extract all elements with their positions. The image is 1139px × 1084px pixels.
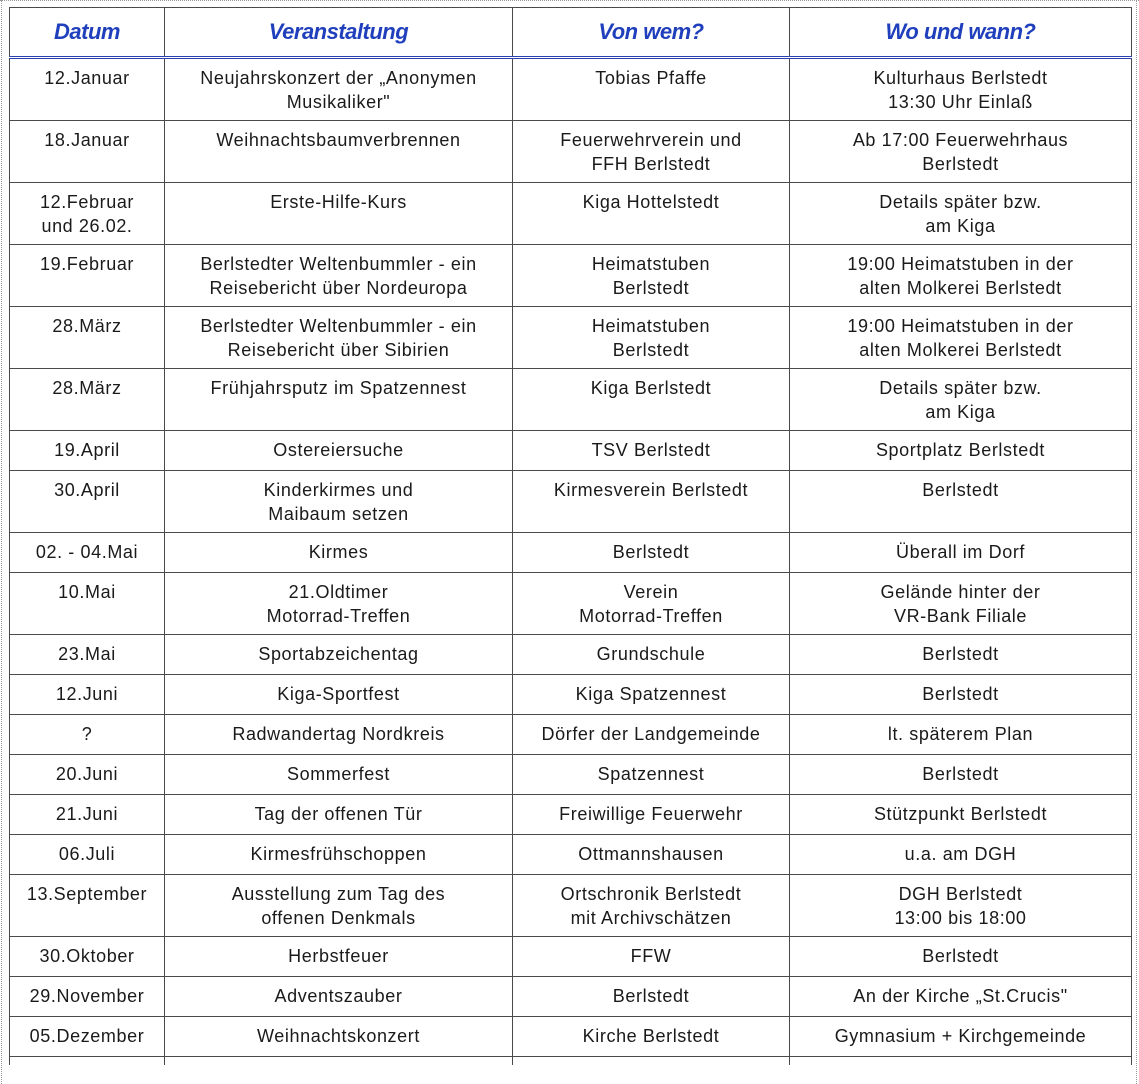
cell-event: 21.Oldtimer Motorrad-Treffen bbox=[165, 573, 513, 635]
page-left-border bbox=[1, 0, 2, 1084]
cell-event: Kirmes bbox=[165, 533, 513, 573]
table-row bbox=[10, 121, 1132, 183]
table-row bbox=[10, 835, 1132, 875]
cell-who: Kiga Spatzennest bbox=[513, 675, 790, 715]
cell-who: Feuerwehrverein und FFH Berlstedt bbox=[513, 121, 790, 183]
table-row bbox=[10, 715, 1132, 755]
header-veranstaltung: Veranstaltung bbox=[165, 8, 513, 58]
cell-event: Weihnachtsbaumverbrennen bbox=[165, 121, 513, 183]
table-row bbox=[10, 1017, 1132, 1057]
cell-event: Ausstellung zum Tag des offenen Denkmals bbox=[165, 875, 513, 937]
header-von-wem: Von wem? bbox=[513, 8, 790, 58]
table-row bbox=[10, 58, 1132, 121]
cell-event: Neujahrskonzert der „Anonymen Musikaliker" bbox=[165, 58, 513, 121]
cell-event: Adventszauber bbox=[165, 977, 513, 1017]
cell-where: Details später bzw. am Kiga bbox=[790, 369, 1132, 431]
cell-where: Berlstedt bbox=[790, 937, 1132, 977]
cell-who: Grundschule bbox=[513, 635, 790, 675]
cell-where: 19:00 Heimatstuben in der alten Molkerei Berlstedt bbox=[790, 307, 1132, 369]
cell-who: Dörfer der Landgemeinde bbox=[513, 715, 790, 755]
cell-where: Stützpunkt Berlstedt bbox=[790, 795, 1132, 835]
cell-where: Berlstedt bbox=[790, 675, 1132, 715]
cell-who: Kiga Berlstedt bbox=[513, 369, 790, 431]
cell-where: DGH Berlstedt 13:00 bis 18:00 bbox=[790, 875, 1132, 937]
cell-who: Ortschronik Berlstedt mit Archivschätzen bbox=[513, 875, 790, 937]
cell-where: Details später bzw. am Kiga bbox=[790, 183, 1132, 245]
cell-datum: 12.Juni bbox=[10, 675, 165, 715]
table-row bbox=[10, 937, 1132, 977]
page-top-border bbox=[0, 0, 1139, 1]
cell-event: Berlstedter Weltenbummler - ein Reisebericht über Nordeuropa bbox=[165, 245, 513, 307]
table-row bbox=[10, 875, 1132, 937]
cell-datum: 12.Januar bbox=[10, 58, 165, 121]
table-tail-row bbox=[10, 1057, 1132, 1066]
cell-where: Sportplatz Berlstedt bbox=[790, 431, 1132, 471]
cell-datum: 30.April bbox=[10, 471, 165, 533]
cell-datum: 20.Juni bbox=[10, 755, 165, 795]
table-row bbox=[10, 533, 1132, 573]
cell-event: Kinderkirmes und Maibaum setzen bbox=[165, 471, 513, 533]
cell-who: Verein Motorrad-Treffen bbox=[513, 573, 790, 635]
cell-who: Tobias Pfaffe bbox=[513, 58, 790, 121]
cell-where: Gelände hinter der VR-Bank Filiale bbox=[790, 573, 1132, 635]
cell-who: FFW bbox=[513, 937, 790, 977]
cell-event: Radwandertag Nordkreis bbox=[165, 715, 513, 755]
table-row bbox=[10, 675, 1132, 715]
cell-where: An der Kirche „St.Crucis" bbox=[790, 977, 1132, 1017]
cell-who: Berlstedt bbox=[513, 977, 790, 1017]
cell-event: Weihnachtskonzert bbox=[165, 1017, 513, 1057]
cell-who: Heimatstuben Berlstedt bbox=[513, 245, 790, 307]
cell-event: Berlstedter Weltenbummler - ein Reisebericht über Sibirien bbox=[165, 307, 513, 369]
cell-where: 19:00 Heimatstuben in der alten Molkerei Berlstedt bbox=[790, 245, 1132, 307]
table-row bbox=[10, 573, 1132, 635]
cell-datum: 19.Februar bbox=[10, 245, 165, 307]
cell-datum: 18.Januar bbox=[10, 121, 165, 183]
table-row bbox=[10, 755, 1132, 795]
cell-event: Ostereiersuche bbox=[165, 431, 513, 471]
table-row bbox=[10, 635, 1132, 675]
cell-where: Gymnasium + Kirchgemeinde bbox=[790, 1017, 1132, 1057]
cell-where: Ab 17:00 Feuerwehrhaus Berlstedt bbox=[790, 121, 1132, 183]
cell-where: Überall im Dorf bbox=[790, 533, 1132, 573]
cell-datum: 21.Juni bbox=[10, 795, 165, 835]
cell-datum: 13.September bbox=[10, 875, 165, 937]
cell-where: Berlstedt bbox=[790, 471, 1132, 533]
cell-datum: 02. - 04.Mai bbox=[10, 533, 165, 573]
cell-event: Herbstfeuer bbox=[165, 937, 513, 977]
table-row bbox=[10, 431, 1132, 471]
header-wo-und-wann: Wo und wann? bbox=[790, 8, 1132, 58]
cell-event: Erste-Hilfe-Kurs bbox=[165, 183, 513, 245]
cell-datum: 06.Juli bbox=[10, 835, 165, 875]
header-row bbox=[10, 8, 1132, 58]
cell-event: Tag der offenen Tür bbox=[165, 795, 513, 835]
page-right-border bbox=[1136, 0, 1137, 1084]
cell-who: Freiwillige Feuerwehr bbox=[513, 795, 790, 835]
cell-where: lt. späterem Plan bbox=[790, 715, 1132, 755]
cell-datum: 05.Dezember bbox=[10, 1017, 165, 1057]
cell-who: Ottmannshausen bbox=[513, 835, 790, 875]
cell-event: Kiga-Sportfest bbox=[165, 675, 513, 715]
cell-datum: 30.Oktober bbox=[10, 937, 165, 977]
header-datum: Datum bbox=[10, 8, 165, 58]
cell-datum: ? bbox=[10, 715, 165, 755]
cell-who: Spatzennest bbox=[513, 755, 790, 795]
cell-who: Kirmesverein Berlstedt bbox=[513, 471, 790, 533]
cell-who: Kiga Hottelstedt bbox=[513, 183, 790, 245]
table-row bbox=[10, 183, 1132, 245]
cell-who: Kirche Berlstedt bbox=[513, 1017, 790, 1057]
cell-datum: 10.Mai bbox=[10, 573, 165, 635]
cell-where: Berlstedt bbox=[790, 635, 1132, 675]
cell-datum: 28.März bbox=[10, 307, 165, 369]
table-row bbox=[10, 977, 1132, 1017]
cell-who: Berlstedt bbox=[513, 533, 790, 573]
cell-event: Sportabzeichentag bbox=[165, 635, 513, 675]
cell-datum: 28.März bbox=[10, 369, 165, 431]
cell-event: Frühjahrsputz im Spatzennest bbox=[165, 369, 513, 431]
table-row bbox=[10, 795, 1132, 835]
cell-who: TSV Berlstedt bbox=[513, 431, 790, 471]
cell-where: Kulturhaus Berlstedt 13:30 Uhr Einlaß bbox=[790, 58, 1132, 121]
cell-datum: 23.Mai bbox=[10, 635, 165, 675]
table-row bbox=[10, 245, 1132, 307]
cell-datum: 19.April bbox=[10, 431, 165, 471]
cell-where: Berlstedt bbox=[790, 755, 1132, 795]
table-row bbox=[10, 471, 1132, 533]
cell-who: Heimatstuben Berlstedt bbox=[513, 307, 790, 369]
table-row bbox=[10, 369, 1132, 431]
cell-datum: 29.November bbox=[10, 977, 165, 1017]
cell-event: Kirmesfrühschoppen bbox=[165, 835, 513, 875]
cell-datum: 12.Februar und 26.02. bbox=[10, 183, 165, 245]
event-schedule-table bbox=[9, 7, 1132, 1065]
table-row bbox=[10, 307, 1132, 369]
cell-where: u.a. am DGH bbox=[790, 835, 1132, 875]
cell-event: Sommerfest bbox=[165, 755, 513, 795]
